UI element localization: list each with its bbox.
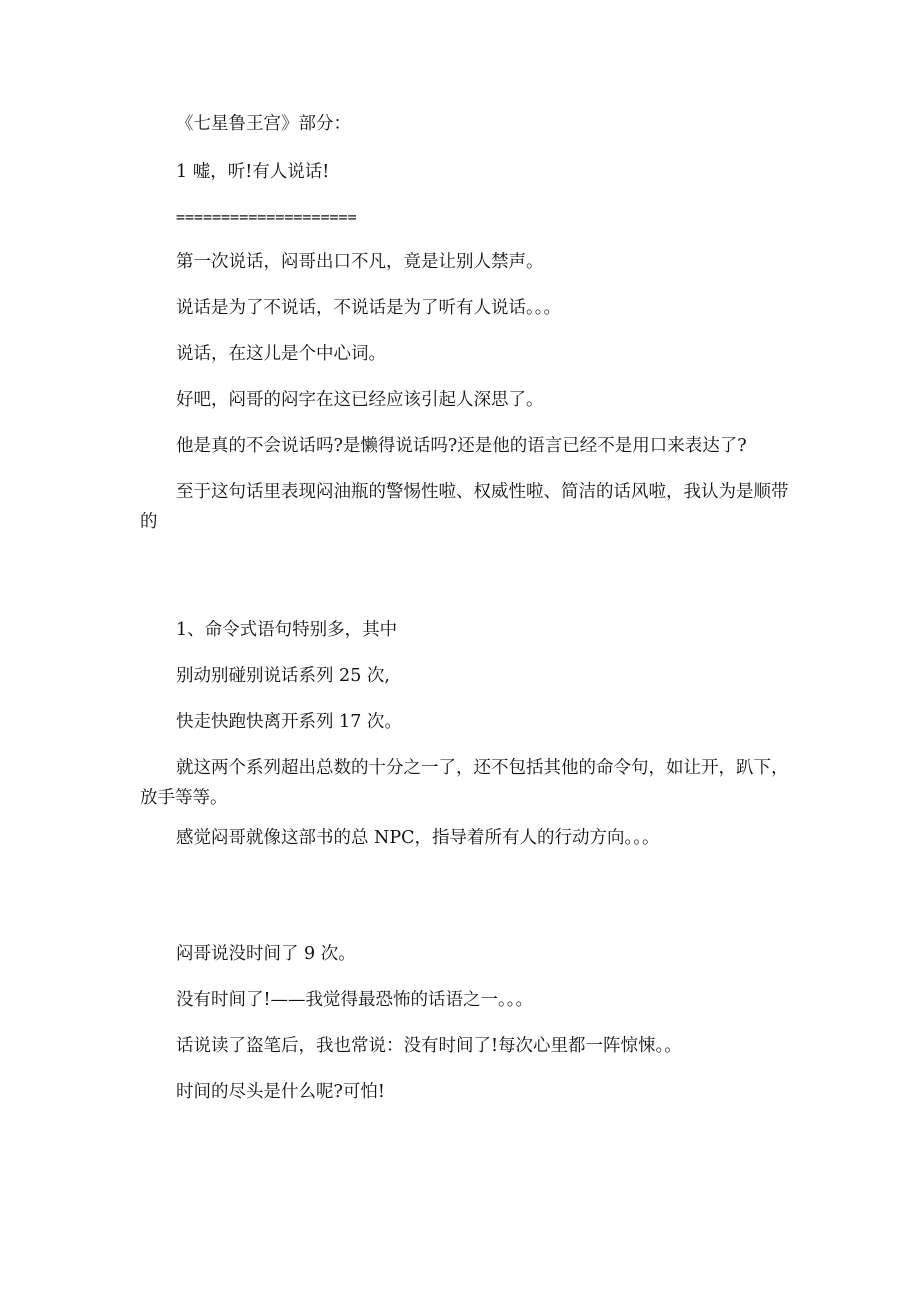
paragraph: 时间的尽头是什么呢?可怕!: [176, 1082, 385, 1102]
separator-line: ====================: [176, 208, 357, 226]
paragraph: 他是真的不会说话吗?是懒得说话吗?还是他的语言已经不是用口来表达了?: [176, 436, 747, 456]
paragraph: 感觉闷哥就像这部书的总 NPC，指导着所有人的行动方向。。。: [176, 828, 660, 848]
paragraph: 1、命令式语句特别多，其中: [176, 620, 398, 640]
paragraph: 别动别碰别说话系列 25 次,: [176, 666, 390, 686]
paragraph: 第一次说话，闷哥出口不凡，竟是让别人禁声。: [176, 252, 544, 272]
paragraph: 说话是为了不说话，不说话是为了听有人说话。。。: [176, 298, 561, 318]
document-subheading: 1 嘘，听!有人说话!: [176, 162, 330, 182]
paragraph: 就这两个系列超出总数的十分之一了，还不包括其他的命令句，如让开，趴下，放手等等。: [140, 758, 789, 808]
paragraph: 闷哥说没时间了 9 次。: [176, 944, 356, 964]
paragraph: 至于这句话里表现闷油瓶的警惕性啦、权威性啦、简洁的话风啦，我认为是顺带的: [140, 482, 789, 532]
paragraph: 没有时间了!——我觉得最恐怖的话语之一。。。: [176, 990, 534, 1010]
paragraph: 说话，在这儿是个中心词。: [176, 344, 386, 364]
paragraph: 话说读了盗笔后，我也常说：没有时间了!每次心里都一阵惊悚。。: [176, 1036, 682, 1056]
paragraph: 好吧，闷哥的闷字在这已经应该引起人深思了。: [176, 390, 544, 410]
paragraph: 快走快跑快离开系列 17 次。: [176, 712, 402, 732]
document-heading: 《七星鲁王宫》部分：: [176, 114, 351, 134]
